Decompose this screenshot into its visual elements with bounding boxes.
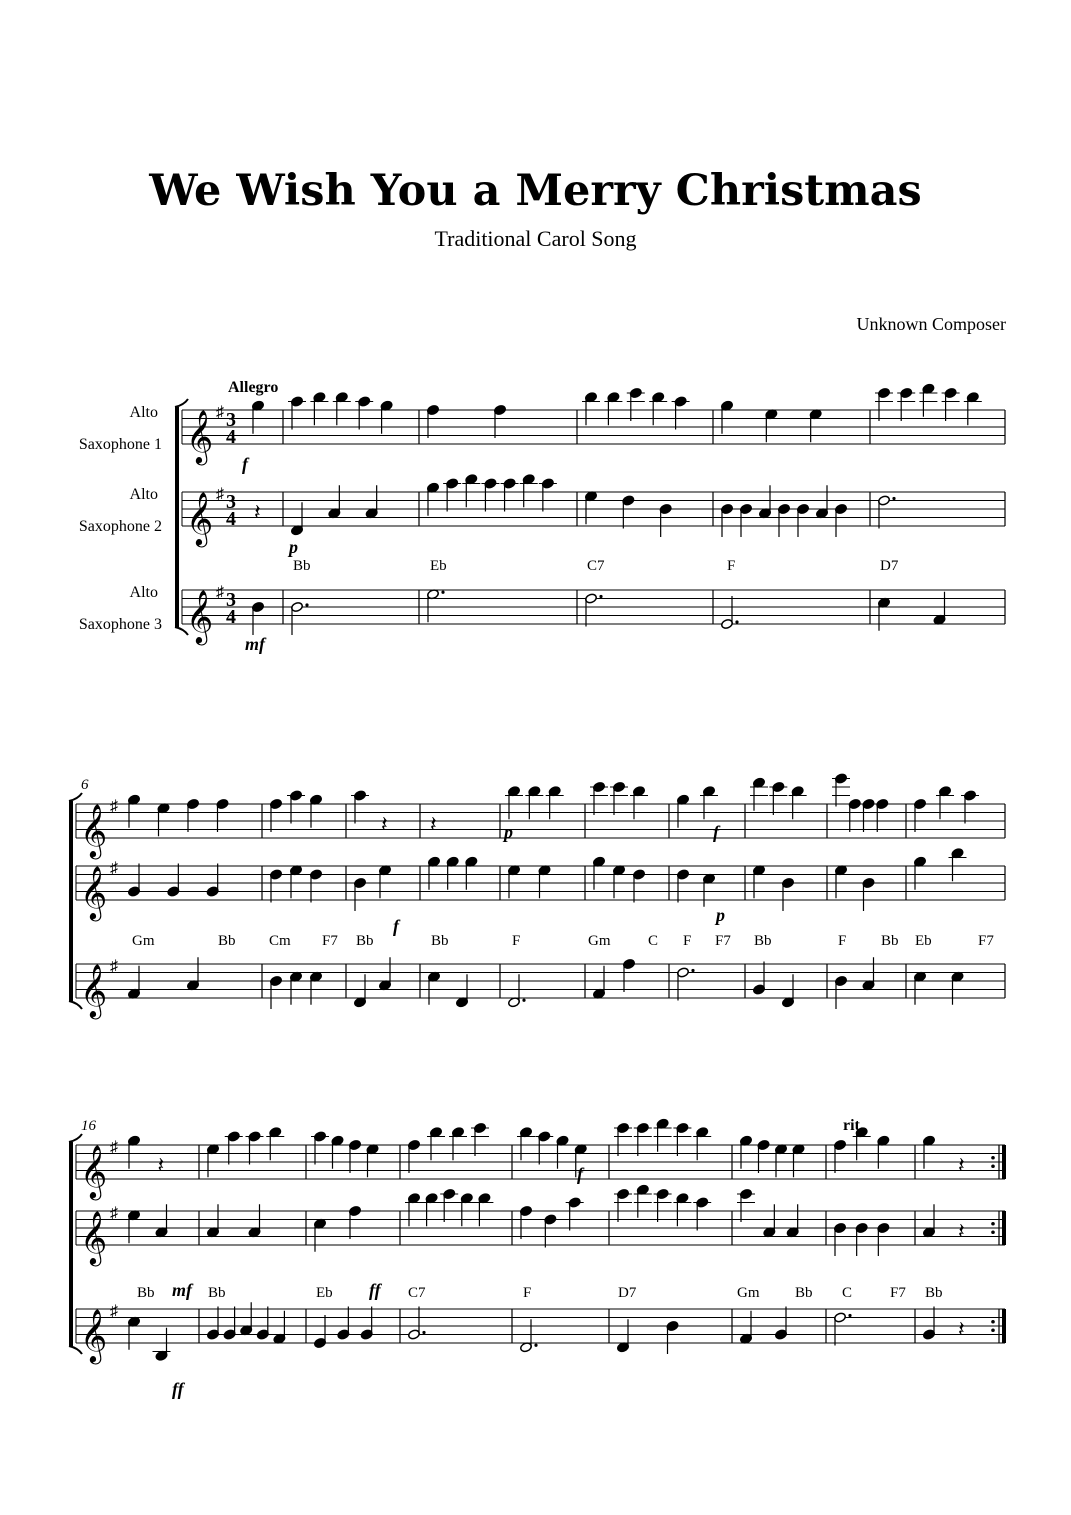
system-2 — [69, 773, 1005, 1019]
chord-symbol: Gm — [737, 1285, 760, 1301]
composer-credit: Unknown Composer — [856, 314, 1006, 334]
key-signature-sharp-icon: ♯ — [110, 860, 118, 877]
staff-2 — [76, 1184, 1005, 1266]
quarter-rest-icon: 𝄽 — [157, 1152, 165, 1178]
chord-symbol: Bb — [356, 933, 374, 949]
staff-2 — [76, 848, 1005, 921]
treble-clef-icon: 𝄞 — [80, 1212, 108, 1263]
measure-number: 16 — [81, 1118, 96, 1134]
quarter-rest-icon: 𝄽 — [430, 811, 437, 837]
chord-symbol: F7 — [322, 933, 338, 949]
key-signature-sharp-icon: ♯ — [110, 1205, 118, 1222]
quarter-rest-icon: 𝄽 — [381, 811, 388, 837]
chord-symbol: F — [727, 558, 736, 574]
chord-symbol: F7 — [715, 933, 731, 949]
quarter-rest-icon: 𝄽 — [958, 1218, 965, 1244]
chord-symbol: C — [842, 1285, 853, 1301]
time-signature-top: 3 — [226, 491, 236, 513]
ritardando-marking: rit. — [843, 1117, 864, 1134]
key-signature-sharp-icon: ♯ — [110, 1303, 118, 1320]
chord-symbol: F — [523, 1285, 532, 1301]
chord-symbol: Cm — [269, 933, 291, 949]
staff-3 — [76, 957, 1005, 1019]
dynamic-marking: p — [289, 537, 298, 557]
instrument-name-line1: Alto — [129, 584, 158, 601]
chord-symbol: Bb — [431, 933, 449, 949]
tempo-marking: Allegro — [228, 379, 279, 396]
treble-clef-icon: 𝄞 — [186, 493, 214, 544]
dynamic-marking: p — [716, 905, 725, 925]
treble-clef-icon: 𝄞 — [80, 965, 108, 1016]
score-title: We Wish You a Merry Christmas — [149, 166, 922, 216]
time-signature-bottom: 4 — [226, 508, 236, 530]
staff-3 — [76, 1302, 1005, 1364]
treble-clef-icon: 𝄞 — [80, 867, 108, 918]
system-1 — [79, 379, 1005, 654]
staff-1 — [182, 383, 1005, 465]
key-signature-sharp-icon: ♯ — [216, 584, 224, 601]
dynamic-marking: ff — [172, 1379, 184, 1399]
treble-clef-icon: 𝄞 — [186, 591, 214, 642]
chord-symbol: Bb — [208, 1285, 226, 1301]
chord-symbol: Bb — [293, 558, 311, 574]
instrument-name-line2: Saxophone 2 — [78, 518, 162, 535]
dynamic-marking: mf — [245, 634, 265, 654]
chord-symbol: Eb — [430, 558, 447, 574]
chord-symbol: F7 — [978, 933, 994, 949]
chord-symbol: Gm — [132, 933, 155, 949]
chord-symbol: Bb — [754, 933, 772, 949]
chord-symbol: F7 — [890, 1285, 906, 1301]
score-subtitle: Traditional Carol Song — [434, 226, 637, 251]
instrument-name-line2: Saxophone 1 — [78, 436, 162, 453]
chord-symbol: F — [512, 933, 521, 949]
chord-symbol: D7 — [880, 558, 899, 574]
dynamic-marking: p — [504, 822, 513, 842]
dynamic-marking: ff — [369, 1280, 381, 1300]
dynamic-marking: f — [577, 1164, 583, 1184]
measure-number: 6 — [81, 777, 89, 793]
instrument-name-line1: Alto — [129, 404, 158, 421]
dynamic-marking: f — [393, 916, 399, 936]
instrument-name-line2: Saxophone 3 — [78, 616, 162, 633]
time-signature-top: 3 — [226, 409, 236, 431]
treble-clef-icon: 𝄞 — [80, 805, 108, 856]
chord-symbol: Eb — [915, 933, 932, 949]
treble-clef-icon: 𝄞 — [80, 1310, 108, 1361]
chord-symbol: Bb — [795, 1285, 813, 1301]
chord-symbol: C — [648, 933, 659, 949]
key-signature-sharp-icon: ♯ — [216, 486, 224, 503]
time-signature-top: 3 — [226, 589, 236, 611]
key-signature-sharp-icon: ♯ — [216, 404, 224, 421]
treble-clef-icon: 𝄞 — [186, 411, 214, 462]
chord-symbol: F — [838, 933, 847, 949]
staff-3 — [182, 584, 1005, 645]
quarter-rest-icon: 𝄽 — [958, 1152, 965, 1178]
key-signature-sharp-icon: ♯ — [110, 1139, 118, 1156]
staff-1 — [76, 1118, 1005, 1200]
time-signature-bottom: 4 — [226, 606, 236, 628]
chord-symbol: C7 — [408, 1285, 426, 1301]
chord-symbol: D7 — [618, 1285, 637, 1301]
chord-symbol: C7 — [587, 558, 605, 574]
treble-clef-icon: 𝄞 — [80, 1146, 108, 1197]
quarter-rest-icon: 𝄽 — [958, 1316, 965, 1342]
key-signature-sharp-icon: ♯ — [110, 798, 118, 815]
staff-2 — [182, 474, 1005, 547]
chord-symbol: Bb — [137, 1285, 155, 1301]
system-3 — [69, 1117, 1005, 1399]
time-signature-bottom: 4 — [226, 426, 236, 448]
chord-symbol: Bb — [925, 1285, 943, 1301]
chord-symbol: Bb — [218, 933, 236, 949]
chord-symbol: F — [683, 933, 692, 949]
dynamic-marking: mf — [172, 1280, 192, 1300]
chord-symbol: Gm — [588, 933, 611, 949]
dynamic-marking: f — [242, 454, 248, 474]
quarter-rest-icon: 𝄽 — [254, 499, 261, 525]
staff-1 — [76, 773, 1005, 859]
instrument-name-line1: Alto — [129, 486, 158, 503]
key-signature-sharp-icon: ♯ — [110, 958, 118, 975]
chord-symbol: Eb — [316, 1285, 333, 1301]
chord-symbol: Bb — [881, 933, 899, 949]
dynamic-marking: f — [713, 822, 719, 842]
